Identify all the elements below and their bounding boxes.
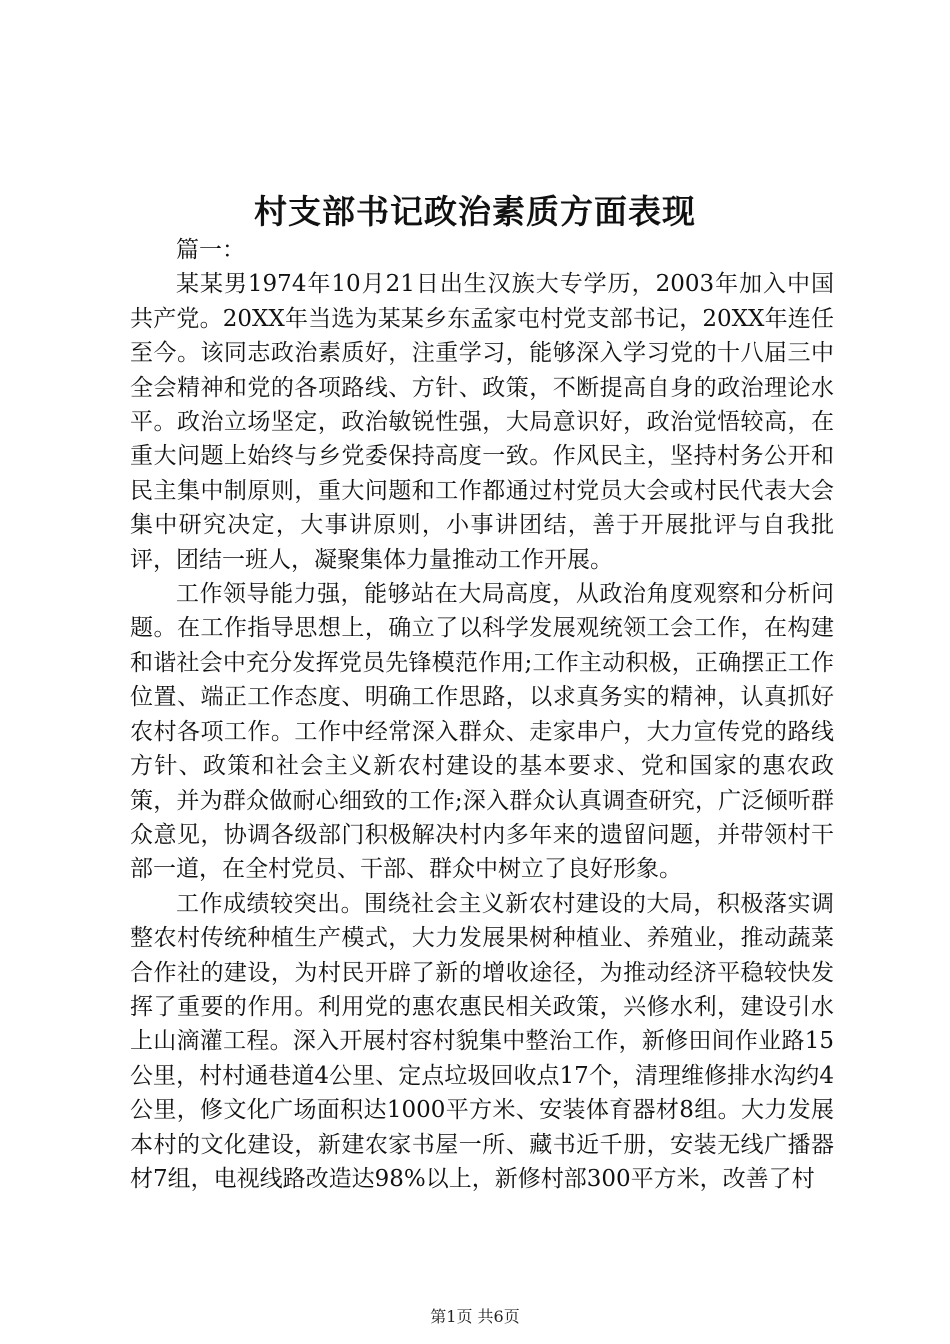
document-title: 村支部书记政治素质方面表现	[254, 192, 696, 231]
paragraph-3: 工作成绩较突出。围绕社会主义新农村建设的大局，积极落实调整农村传统种植生产模式，大力发展果树种植业、养殖业，推动蔬菜合作社的建设，为村民开辟了新的增收途径，为推动经济平稳较快发挥了重要的作用。利用党的惠农惠民相关政策，兴修水利，建设引水上山滴灌工程。深入开展村容村貌集中整治工作，新修田间作业路15公里，村村通巷道4公里、定点垃圾回收点17个，清理维修排水沟约4公里，修文化广场面积达1000平方米、安装体育器材8组。大力发展本村的文化建设，新建农家书屋一所、藏书近千册，安装无线广播器材7组，电视线路改造达98%以上，新修村部300平方米，改善了村	[130, 890, 834, 1192]
section-label: 篇一：	[176, 237, 245, 263]
paragraph-1: 某某男1974年10月21日出生汉族大专学历，2003年加入中国共产党。20XX年当选为某某乡东孟家屯村党支部书记，20XX年连任至今。该同志政治素质好，注重学习，能够深入学习党的十八届三中全会精神和党的各项路线、方针、政策，不断提高自身的政治理论水平。政治立场坚定，政治敏锐性强，大局意识好，政治觉悟较高，在重大问题上始终与乡党委保持高度一致。作风民主，坚持村务公开和民主集中制原则，重大问题和工作都通过村党员大会或村民代表大会集中研究决定，大事讲原则，小事讲团结，善于开展批评与自我批评，团结一班人，凝聚集体力量推动工作开展。	[130, 271, 834, 573]
page-footer: 第1页 共6页	[430, 1307, 520, 1326]
paragraph-2: 工作领导能力强，能够站在大局高度，从政治角度观察和分析问题。在工作指导思想上，确立了以科学发展观统领工会工作，在构建和谐社会中充分发挥党员先锋模范作用;工作主动积极，正确摆正工作位置、端正工作态度、明确工作思路，以求真务实的精神，认真抓好农村各项工作。工作中经常深入群众、走家串户，大力宣传党的路线方针、政策和社会主义新农村建设的基本要求、党和国家的惠农政策，并为群众做耐心细致的工作;深入群众认真调查研究，广泛倾听群众意见，协调各级部门积极解决村内多年来的遗留问题，并带领村干部一道，在全村党员、干部、群众中树立了良好形象。	[130, 581, 834, 883]
document-body	[130, 233, 834, 1196]
